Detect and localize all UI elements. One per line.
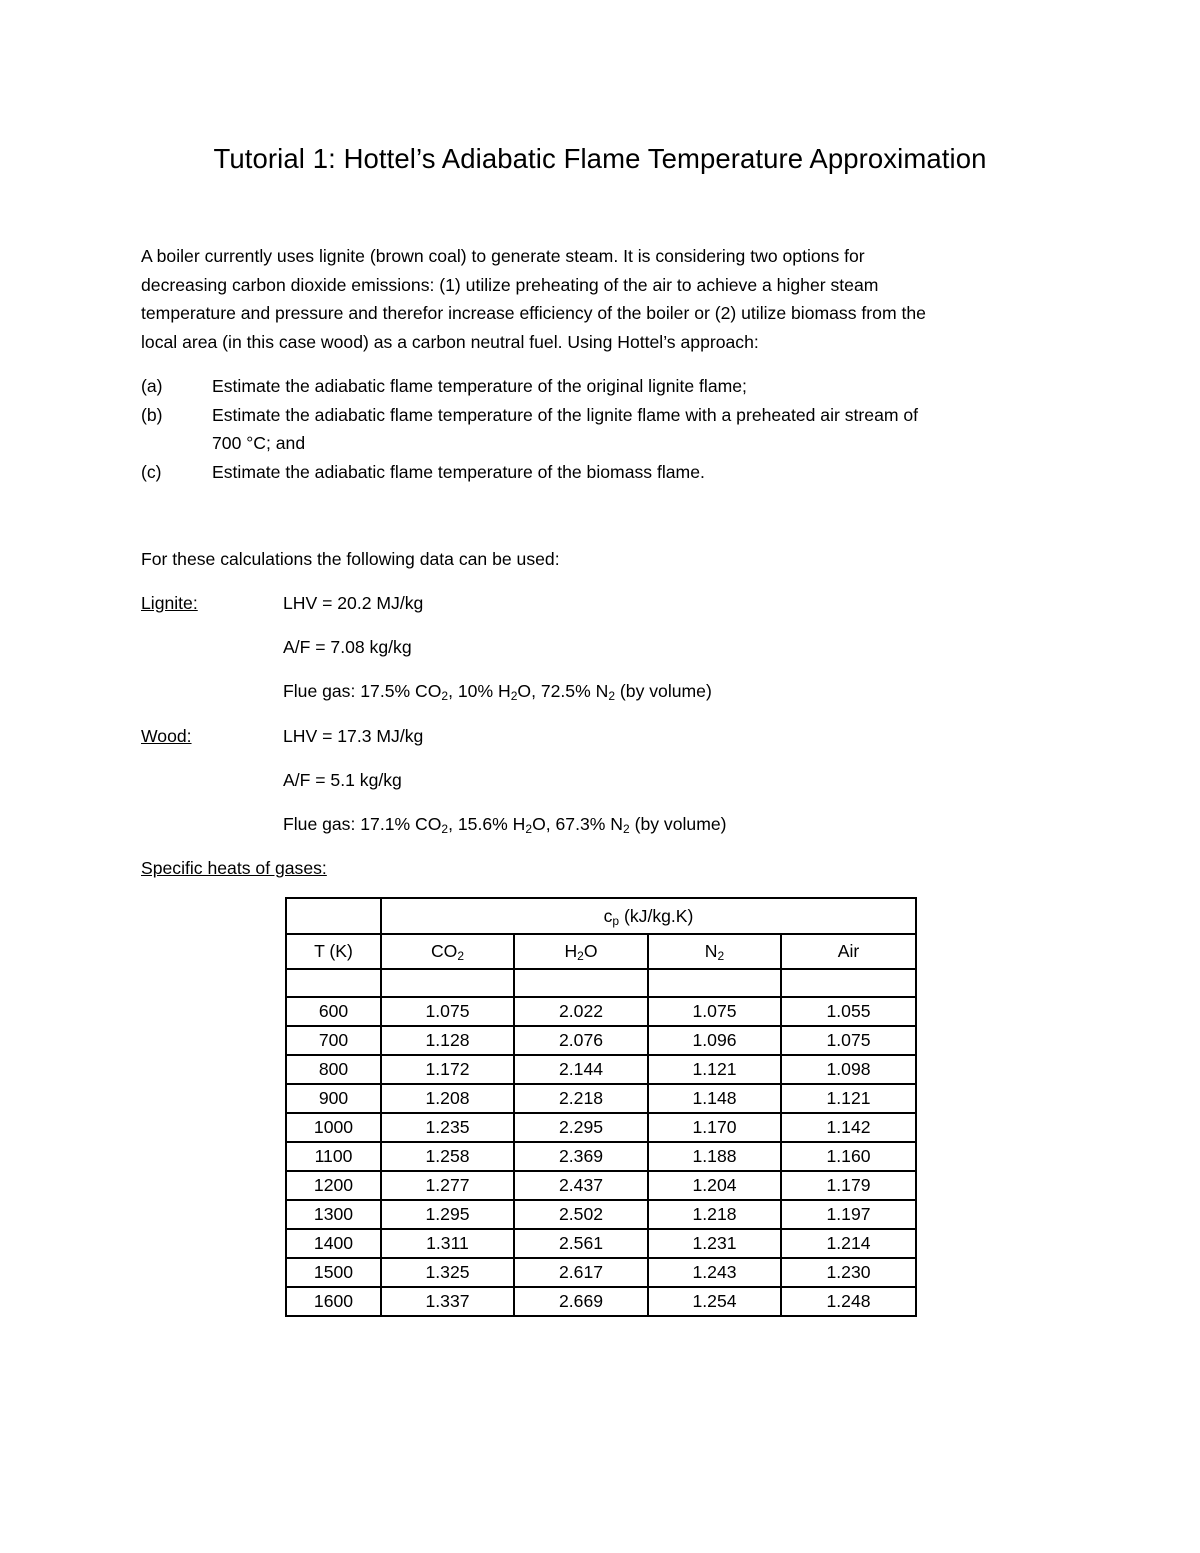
col-header-text: CO bbox=[430, 941, 458, 961]
table-cell: 1.218 bbox=[648, 1200, 781, 1229]
specific-heat-table bbox=[285, 897, 917, 1317]
question-list bbox=[141, 372, 918, 486]
table-cell bbox=[648, 969, 781, 997]
table-cell: 2.617 bbox=[514, 1258, 648, 1287]
col-header-text: N bbox=[704, 941, 718, 961]
question-marker: (a) bbox=[141, 376, 163, 396]
flue-text: , 10% H bbox=[448, 681, 511, 701]
table-row bbox=[286, 1084, 916, 1113]
cp-symbol: c bbox=[603, 905, 613, 926]
table-cell: 1.258 bbox=[381, 1142, 514, 1171]
table-cell: 1.075 bbox=[648, 997, 781, 1026]
table-cell: 2.144 bbox=[514, 1055, 648, 1084]
table-cell bbox=[286, 969, 381, 997]
table-cell: 1100 bbox=[286, 1142, 381, 1171]
table-column-header-row bbox=[286, 934, 916, 969]
table-cell: 1.142 bbox=[781, 1113, 916, 1142]
table-row bbox=[286, 1142, 916, 1171]
table-cell: 1.337 bbox=[381, 1287, 514, 1316]
table-cell: 1000 bbox=[286, 1113, 381, 1142]
table-cell: 1.325 bbox=[381, 1258, 514, 1287]
table-cell: 1400 bbox=[286, 1229, 381, 1258]
table-cell: 1.277 bbox=[381, 1171, 514, 1200]
flue-text: (by volume) bbox=[629, 814, 727, 834]
question-a bbox=[141, 372, 918, 401]
table-cell: 600 bbox=[286, 997, 381, 1026]
question-marker: (b) bbox=[141, 404, 163, 425]
question-text: Estimate the adiabatic flame temperature of the original lignite flame; bbox=[212, 376, 747, 396]
col-header-text: O bbox=[583, 941, 598, 961]
intro-line: local area (in this case wood) as a carbon neutral fuel. Using Hottel’s approach: bbox=[141, 331, 759, 352]
specific-heats-label: Specific heats of gases: bbox=[141, 858, 327, 878]
table-row bbox=[286, 1171, 916, 1200]
page-title: Tutorial 1: Hottel’s Adiabatic Flame Temperature Approximation bbox=[213, 143, 987, 174]
table-cell: 1.179 bbox=[781, 1171, 916, 1200]
table-cell: 1.148 bbox=[648, 1084, 781, 1113]
table-corner-cell bbox=[286, 898, 381, 934]
intro-paragraph bbox=[141, 242, 1051, 356]
table-cell: 1.295 bbox=[381, 1200, 514, 1229]
table-cell bbox=[514, 969, 648, 997]
table-cell: 2.295 bbox=[514, 1113, 648, 1142]
flue-text: , 15.6% H bbox=[448, 814, 526, 834]
table-cell: 1.121 bbox=[648, 1055, 781, 1084]
question-text: Estimate the adiabatic flame temperature of the biomass flame. bbox=[212, 461, 705, 482]
table-cell: 1.254 bbox=[648, 1287, 781, 1316]
col-header-t: T (K) bbox=[286, 934, 381, 969]
col-header-h2o bbox=[514, 934, 648, 969]
table-cell: 1.160 bbox=[781, 1142, 916, 1171]
table-cell: 1.096 bbox=[648, 1026, 781, 1055]
table-cell: 1.204 bbox=[648, 1171, 781, 1200]
col-header-subscript: 2 bbox=[457, 949, 465, 963]
table-cell: 700 bbox=[286, 1026, 381, 1055]
table-cell: 1.055 bbox=[781, 997, 916, 1026]
table-row bbox=[286, 1113, 916, 1142]
table-row bbox=[286, 1258, 916, 1287]
table-cell: 1.098 bbox=[781, 1055, 916, 1084]
table-cell: 1.235 bbox=[381, 1113, 514, 1142]
table-cell: 900 bbox=[286, 1084, 381, 1113]
table-cell: 2.669 bbox=[514, 1287, 648, 1316]
table-header-row bbox=[286, 898, 916, 934]
lignite-flue-gas bbox=[283, 680, 712, 702]
table-cell: 1.172 bbox=[381, 1055, 514, 1084]
lignite-af: A/F = 7.08 kg/kg bbox=[283, 637, 412, 657]
col-header-subscript: 2 bbox=[717, 949, 725, 963]
table-cell: 2.437 bbox=[514, 1171, 648, 1200]
table-cell: 2.076 bbox=[514, 1026, 648, 1055]
flue-subscript: 2 bbox=[441, 822, 449, 836]
table-cell: 1.208 bbox=[381, 1084, 514, 1113]
table-cell: 800 bbox=[286, 1055, 381, 1084]
wood-flue-gas bbox=[283, 813, 727, 835]
table-cell: 1600 bbox=[286, 1287, 381, 1316]
table-cell: 1.214 bbox=[781, 1229, 916, 1258]
flue-text: Flue gas: 17.1% CO bbox=[283, 814, 442, 834]
table-cell: 1.188 bbox=[648, 1142, 781, 1171]
cp-unit: (kJ/kg.K) bbox=[619, 905, 694, 926]
intro-line: temperature and pressure and therefor increase efficiency of the boiler or (2) utilize biomass from the bbox=[141, 303, 926, 324]
table-cell: 1.243 bbox=[648, 1258, 781, 1287]
cp-subscript: p bbox=[612, 913, 620, 928]
table-blank-row bbox=[286, 969, 916, 997]
lignite-label: Lignite: bbox=[141, 593, 198, 613]
flue-subscript: 2 bbox=[525, 822, 533, 836]
table-cell: 2.502 bbox=[514, 1200, 648, 1229]
table-cell: 1.197 bbox=[781, 1200, 916, 1229]
flue-subscript: 2 bbox=[510, 689, 518, 703]
table-cell: 2.218 bbox=[514, 1084, 648, 1113]
table-cell: 1.128 bbox=[381, 1026, 514, 1055]
table-row bbox=[286, 1055, 916, 1084]
flue-text: (by volume) bbox=[615, 681, 712, 701]
table-cell: 1.170 bbox=[648, 1113, 781, 1142]
table-cell: 1.231 bbox=[648, 1229, 781, 1258]
question-text: Estimate the adiabatic flame temperature of the lignite flame with a preheated air stream of bbox=[212, 404, 919, 425]
col-header-n2 bbox=[648, 934, 781, 969]
table-cell: 1500 bbox=[286, 1258, 381, 1287]
col-header-text: H bbox=[564, 941, 578, 961]
table-cell: 1.311 bbox=[381, 1229, 514, 1258]
table-cell: 1.075 bbox=[381, 997, 514, 1026]
col-header-co2 bbox=[381, 934, 514, 969]
table-cell: 2.561 bbox=[514, 1229, 648, 1258]
table-cell: 2.022 bbox=[514, 997, 648, 1026]
lignite-lhv: LHV = 20.2 MJ/kg bbox=[283, 593, 424, 613]
table-row bbox=[286, 1287, 916, 1316]
flue-text: O, 67.3% N bbox=[532, 814, 624, 834]
table-row bbox=[286, 1229, 916, 1258]
cp-header-cell bbox=[381, 898, 916, 934]
table-cell: 1.075 bbox=[781, 1026, 916, 1055]
flue-subscript: 2 bbox=[623, 822, 630, 836]
col-header-subscript: 2 bbox=[577, 949, 584, 963]
wood-label: Wood: bbox=[141, 726, 192, 746]
table-cell: 1.248 bbox=[781, 1287, 916, 1316]
table-cell: 1.121 bbox=[781, 1084, 916, 1113]
col-header-air: Air bbox=[781, 934, 916, 969]
question-c bbox=[141, 458, 918, 487]
intro-line: decreasing carbon dioxide emissions: (1) utilize preheating of the air to achieve a higher steam bbox=[141, 274, 879, 295]
flue-text: Flue gas: 17.5% CO bbox=[283, 681, 442, 701]
flue-subscript: 2 bbox=[608, 689, 616, 703]
wood-af: A/F = 5.1 kg/kg bbox=[283, 770, 402, 790]
table-cell: 1200 bbox=[286, 1171, 381, 1200]
table-row bbox=[286, 997, 916, 1026]
question-b bbox=[141, 401, 918, 458]
data-intro: For these calculations the following data can be used: bbox=[141, 549, 560, 569]
table-cell: 2.369 bbox=[514, 1142, 648, 1171]
table-cell bbox=[381, 969, 514, 997]
table-row bbox=[286, 1200, 916, 1229]
table-cell: 1300 bbox=[286, 1200, 381, 1229]
intro-line: A boiler currently uses lignite (brown coal) to generate steam. It is considering two options for bbox=[141, 246, 865, 266]
table-cell bbox=[781, 969, 916, 997]
question-text-continued: 700 °C; and bbox=[212, 433, 306, 454]
flue-text: O, 72.5% N bbox=[517, 681, 609, 701]
question-marker: (c) bbox=[141, 461, 162, 482]
table-row bbox=[286, 1026, 916, 1055]
wood-lhv: LHV = 17.3 MJ/kg bbox=[283, 726, 424, 746]
table-cell: 1.230 bbox=[781, 1258, 916, 1287]
flue-subscript: 2 bbox=[441, 689, 449, 703]
